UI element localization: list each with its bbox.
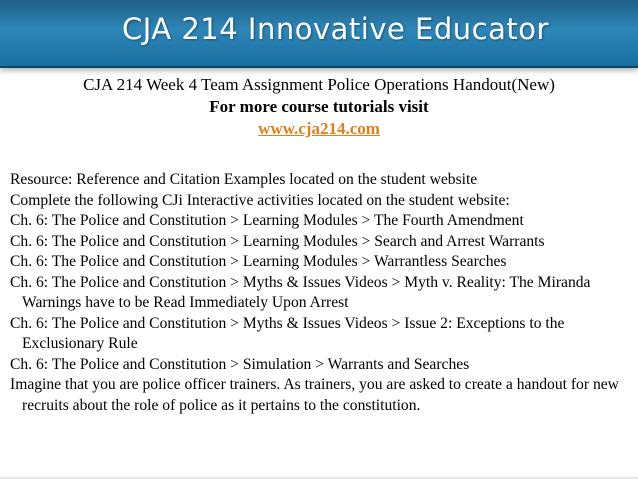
assignment-body bbox=[10, 170, 636, 416]
activity-warrantless-searches: Ch. 6: The Police and Constitution > Learning Modules > Warrantless Searches bbox=[10, 253, 507, 270]
activity-exclusionary-rule: Ch. 6: The Police and Constitution > Myths & Issues Videos > Issue 2: Exceptions to the Exclusionary Rule bbox=[10, 314, 565, 352]
tutorials-note: For more course tutorials visit bbox=[209, 97, 429, 116]
paragraph-instructions: Complete the following CJi Interactive activities located on the student website: bbox=[10, 191, 510, 209]
paragraph-task: Imagine that you are police officer trainers. As trainers, you are asked to create a handout for new recruits about the role of police as it pertains to the constitution. bbox=[10, 376, 619, 414]
website-link[interactable]: www.cja214.com bbox=[258, 119, 380, 138]
paragraph-resource: Resource: Reference and Citation Examples located on the student website bbox=[10, 171, 478, 188]
activity-warrants-searches-simulation: Ch. 6: The Police and Constitution > Simulation > Warrants and Searches bbox=[10, 355, 470, 373]
activity-search-arrest-warrants: Ch. 6: The Police and Constitution > Learning Modules > Search and Arrest Warrants bbox=[10, 232, 545, 250]
activity-fourth-amendment: Ch. 6: The Police and Constitution > Learning Modules > The Fourth Amendment bbox=[10, 212, 524, 229]
assignment-title: CJA 214 Week 4 Team Assignment Police Operations Handout(New) bbox=[83, 75, 555, 94]
header-band bbox=[0, 0, 638, 68]
assignment-heading bbox=[0, 74, 638, 140]
activity-miranda-warnings: Ch. 6: The Police and Constitution > Myths & Issues Videos > Myth v. Reality: The Miranda Warnings have to be Read Immediately Upon Arrest bbox=[10, 273, 591, 311]
slide-title: CJA 214 Innovative Educator bbox=[122, 12, 549, 46]
